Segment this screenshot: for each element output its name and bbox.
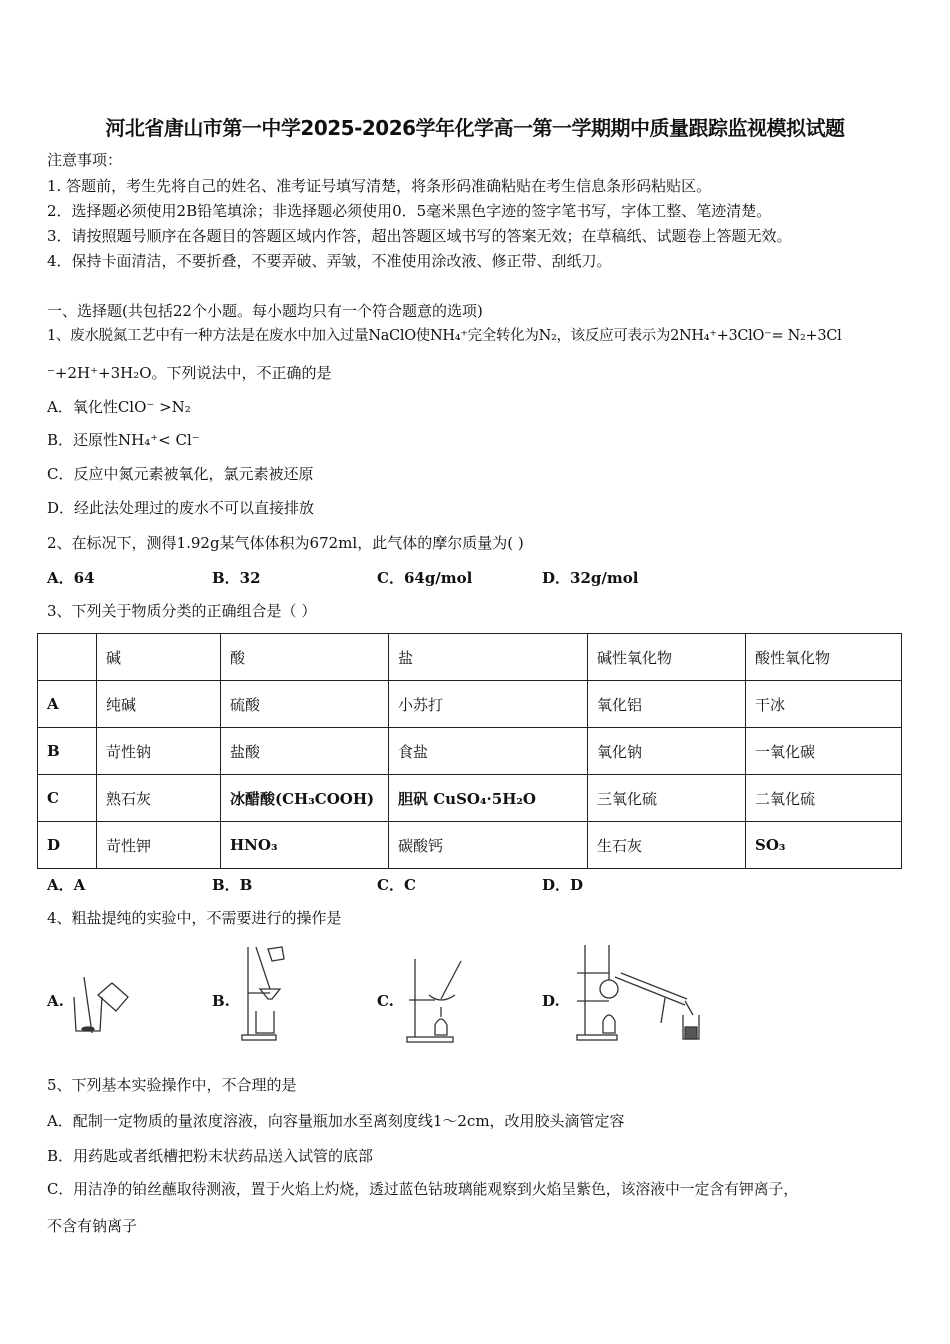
q2-option-b: B．32 bbox=[212, 569, 261, 587]
cell: 氧化铝 bbox=[588, 681, 746, 728]
table-row bbox=[38, 728, 902, 775]
q2-option-a: A．64 bbox=[47, 569, 95, 587]
q3-option-b: B．B bbox=[212, 876, 253, 894]
q4-option-c: C. bbox=[377, 992, 394, 1010]
q1-option-a: A．氧化性ClO⁻ >N₂ bbox=[47, 398, 191, 416]
q1-stem-cont: ⁻+2H⁺+3H₂O。下列说法中，不正确的是 bbox=[47, 364, 332, 382]
cell: D bbox=[38, 822, 97, 869]
cell: 硫酸 bbox=[221, 681, 389, 728]
q5-option-b: B．用药匙或者纸槽把粉末状药品送入试管的底部 bbox=[47, 1147, 374, 1165]
cell: B bbox=[38, 728, 97, 775]
cell: 生石灰 bbox=[588, 822, 746, 869]
table-row bbox=[38, 681, 902, 728]
header-cell bbox=[38, 634, 97, 681]
q2-stem: 2、在标况下，测得1.92g某气体体积为672ml，此气体的摩尔质量为( ) bbox=[47, 534, 524, 552]
q3-option-d: D．D bbox=[542, 876, 584, 894]
header-cell: 酸 bbox=[221, 634, 389, 681]
q1-option-d: D．经此法处理过的废水不可以直接排放 bbox=[47, 499, 315, 517]
cell: 一氧化碳 bbox=[746, 728, 902, 775]
header-cell: 碱 bbox=[97, 634, 221, 681]
notes-heading: 注意事项： bbox=[47, 151, 123, 169]
q3-stem: 3、下列关于物质分类的正确组合是（ ） bbox=[47, 602, 317, 620]
note-item: 2．选择题必须使用2B铅笔填涂；非选择题必须使用0．5毫米黑色字迹的签字笔书写，字体工整、笔迹清楚。 bbox=[47, 202, 772, 220]
note-item: 4．保持卡面清洁，不要折叠，不要弄破、弄皱，不准使用涂改液、修正带、刮纸刀。 bbox=[47, 252, 612, 270]
header-cell: 酸性氧化物 bbox=[746, 634, 902, 681]
cell: A bbox=[38, 681, 97, 728]
q1-option-b: B．还原性NH₄⁺< Cl⁻ bbox=[47, 431, 200, 449]
filtration-figure bbox=[240, 945, 300, 1045]
distillation-figure bbox=[575, 943, 705, 1045]
cell: 三氧化硫 bbox=[588, 775, 746, 822]
page-title: 河北省唐山市第一中学2025-2026学年化学高一第一学期期中质量跟踪监视模拟试题 bbox=[105, 116, 845, 140]
cell: C bbox=[38, 775, 97, 822]
evaporation-figure bbox=[405, 955, 470, 1045]
cell: 二氧化硫 bbox=[746, 775, 902, 822]
classification-table bbox=[37, 633, 902, 869]
cell: 碳酸钙 bbox=[389, 822, 588, 869]
cell: 熟石灰 bbox=[97, 775, 221, 822]
q2-option-d: D．32g/mol bbox=[542, 569, 639, 587]
cell: 干冰 bbox=[746, 681, 902, 728]
cell: HNO₃ bbox=[221, 822, 389, 869]
cell: 苛性钾 bbox=[97, 822, 221, 869]
cell: 冰醋酸(CH₃COOH) bbox=[221, 775, 389, 822]
q1-option-c: C．反应中氮元素被氧化，氯元素被还原 bbox=[47, 465, 314, 483]
cell: 盐酸 bbox=[221, 728, 389, 775]
table-row bbox=[38, 822, 902, 869]
cell: 氧化钠 bbox=[588, 728, 746, 775]
q5-option-a: A．配制一定物质的量浓度溶液，向容量瓶加水至离刻度线1～2cm，改用胶头滴管定容 bbox=[47, 1112, 625, 1130]
q5-option-c-cont: 不含有钠离子 bbox=[47, 1217, 138, 1235]
q4-option-b: B. bbox=[212, 992, 230, 1010]
q3-option-c: C．C bbox=[377, 876, 416, 894]
header-cell: 盐 bbox=[389, 634, 588, 681]
table-header-row bbox=[38, 634, 902, 681]
q4-stem: 4、粗盐提纯的实验中，不需要进行的操作是 bbox=[47, 909, 342, 927]
q5-stem: 5、下列基本实验操作中，不合理的是 bbox=[47, 1076, 297, 1094]
q2-option-c: C．64g/mol bbox=[377, 569, 473, 587]
q4-option-a: A. bbox=[47, 992, 64, 1010]
header-cell: 碱性氧化物 bbox=[588, 634, 746, 681]
section-heading: 一、选择题(共包括22个小题。每小题均只有一个符合题意的选项) bbox=[47, 302, 483, 320]
q5-option-c: C．用洁净的铂丝蘸取待测液，置于火焰上灼烧，透过蓝色钴玻璃能观察到火焰呈紫色，该溶液中一定含有钾离子， bbox=[47, 1181, 799, 1198]
note-item: 1. 答题前，考生先将自己的姓名、准考证号填写清楚，将条形码准确粘贴在考生信息条形码粘贴区。 bbox=[47, 177, 712, 195]
cell: 纯碱 bbox=[97, 681, 221, 728]
q3-option-a: A．A bbox=[47, 876, 86, 894]
cell: 苛性钠 bbox=[97, 728, 221, 775]
cell: 食盐 bbox=[389, 728, 588, 775]
q1-stem: 1、废水脱氮工艺中有一种方法是在废水中加入过量NaClO使NH₄⁺完全转化为N₂，该反应可表示为2NH₄⁺+3ClO⁻= N₂+3Cl bbox=[47, 328, 842, 344]
cell: SO₃ bbox=[746, 822, 902, 869]
table-row bbox=[38, 775, 902, 822]
q4-option-d: D. bbox=[542, 992, 560, 1010]
cell: 胆矾 CuSO₄·5H₂O bbox=[389, 775, 588, 822]
note-item: 3．请按照题号顺序在各题目的答题区域内作答，超出答题区域书写的答案无效；在草稿纸、试题卷上答题无效。 bbox=[47, 227, 792, 245]
dissolving-beaker-figure bbox=[70, 975, 135, 1040]
cell: 小苏打 bbox=[389, 681, 588, 728]
